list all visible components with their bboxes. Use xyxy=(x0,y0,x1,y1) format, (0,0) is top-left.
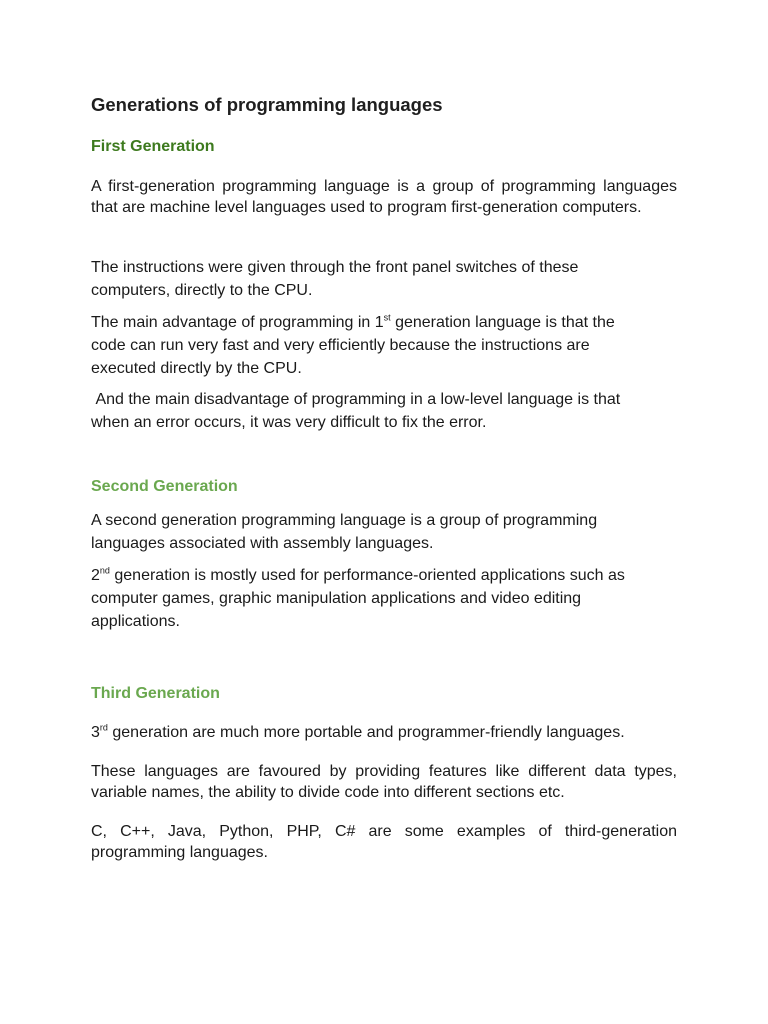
text-line: languages associated with assembly languages. xyxy=(91,535,434,552)
ordinal-suffix: rd xyxy=(99,722,108,733)
page-title: Generations of programming languages xyxy=(91,94,443,115)
paragraph-first-generation-advantage xyxy=(91,311,677,380)
text-line: applications. xyxy=(91,613,180,630)
text-line: generation is mostly used for performance-oriented applications such as xyxy=(109,567,625,584)
text-line: generation language is that the xyxy=(390,314,615,331)
paragraph-third-generation-portability xyxy=(91,721,677,744)
text-line: when an error occurs, it was very difficult to fix the error. xyxy=(91,414,487,431)
text-line: computer games, graphic manipulation applications and video editing xyxy=(91,590,582,607)
text-line: And the main disadvantage of programming in a low-level language is that xyxy=(91,391,621,408)
paragraph-first-generation-instructions xyxy=(91,256,677,302)
text-line: computers, directly to the CPU. xyxy=(91,282,313,299)
paragraph-third-generation-features: These languages are favoured by providing features like different data types, variable names, the ability to divide code into different sections etc. xyxy=(91,763,677,801)
paragraph-second-generation-definition xyxy=(91,509,677,555)
paragraph-third-generation-examples: C, C++, Java, Python, PHP, C# are some examples of third-generation programming languages. xyxy=(91,823,677,861)
section-heading-first-generation: First Generation xyxy=(91,138,215,155)
text-line: 3 xyxy=(91,724,100,741)
text-line: 2 xyxy=(91,567,100,584)
text-line: executed directly by the CPU. xyxy=(91,360,302,377)
section-heading-third-generation: Third Generation xyxy=(91,685,220,702)
section-heading-second-generation: Second Generation xyxy=(91,478,238,495)
text-line: The instructions were given through the front panel switches of these xyxy=(91,259,579,276)
text-line: The main advantage of programming in 1 xyxy=(91,314,384,331)
ordinal-suffix: st xyxy=(383,312,391,323)
text-line: code can run very fast and very efficiently because the instructions are xyxy=(91,337,590,354)
ordinal-suffix: nd xyxy=(99,565,110,576)
text-line: generation are much more portable and programmer-friendly languages. xyxy=(107,724,625,741)
paragraph-first-generation-disadvantage xyxy=(91,388,677,434)
paragraph-first-generation-definition: A first-generation programming language is a group of programming languages that are machine level languages used to program first-generation computers. xyxy=(91,178,677,216)
document-page xyxy=(91,0,677,1024)
text-line: A second generation programming language is a group of programming xyxy=(91,512,598,529)
paragraph-second-generation-usage xyxy=(91,564,677,633)
